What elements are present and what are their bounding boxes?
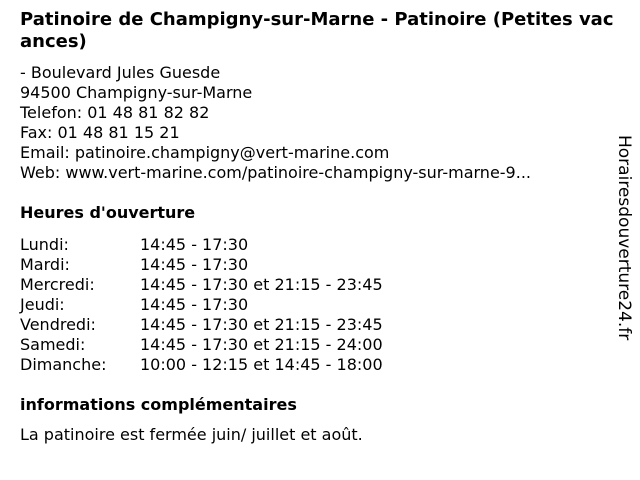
day-label: Dimanche: <box>20 355 107 374</box>
info-text: La patinoire est fermée juin/ juillet et août. <box>20 425 363 444</box>
day-label: Mercredi: <box>20 275 95 294</box>
opening-hours-heading: Heures d'ouverture <box>20 203 196 222</box>
hours-value: 14:45 - 17:30 <box>140 235 249 254</box>
hours-value: 14:45 - 17:30 <box>140 295 249 314</box>
day-label: Mardi: <box>20 255 70 274</box>
email-line: Email: patinoire.champigny@vert-marine.com <box>20 143 390 162</box>
hours-value: 10:00 - 12:15 et 14:45 - 18:00 <box>140 355 383 374</box>
hours-value: 14:45 - 17:30 <box>140 255 249 274</box>
hours-row-sunday <box>20 355 590 375</box>
hours-value: 14:45 - 17:30 et 21:15 - 23:45 <box>140 275 383 294</box>
day-label: Vendredi: <box>20 315 96 334</box>
hours-row-monday <box>20 235 590 255</box>
city-line: 94500 Champigny-sur-Marne <box>20 83 253 102</box>
watermark-text: Horairesdouverture24.fr <box>614 135 634 341</box>
day-label: Lundi: <box>20 235 69 254</box>
listing-card <box>20 9 614 445</box>
address-block <box>20 63 590 183</box>
hours-row-thursday <box>20 295 590 315</box>
day-label: Samedi: <box>20 335 86 354</box>
hours-value: 14:45 - 17:30 et 21:15 - 23:45 <box>140 315 383 334</box>
web-line: Web: www.vert-marine.com/patinoire-champigny-sur-marne-9... <box>20 163 531 182</box>
opening-hours-table <box>20 235 590 375</box>
hours-row-wednesday <box>20 275 590 295</box>
hours-row-friday <box>20 315 590 335</box>
day-label: Jeudi: <box>20 295 65 314</box>
site-watermark <box>612 135 640 355</box>
fax-line: Fax: 01 48 81 15 21 <box>20 123 180 142</box>
info-heading: informations complémentaires <box>20 395 297 414</box>
hours-value: 14:45 - 17:30 et 21:15 - 24:00 <box>140 335 383 354</box>
street-line: - Boulevard Jules Guesde <box>20 63 221 82</box>
page-title: Patinoire de Champigny-sur-Marne - Patinoire (Petites vacances) <box>20 9 614 52</box>
hours-row-saturday <box>20 335 590 355</box>
phone-line: Telefon: 01 48 81 82 82 <box>20 103 210 122</box>
hours-row-tuesday <box>20 255 590 275</box>
